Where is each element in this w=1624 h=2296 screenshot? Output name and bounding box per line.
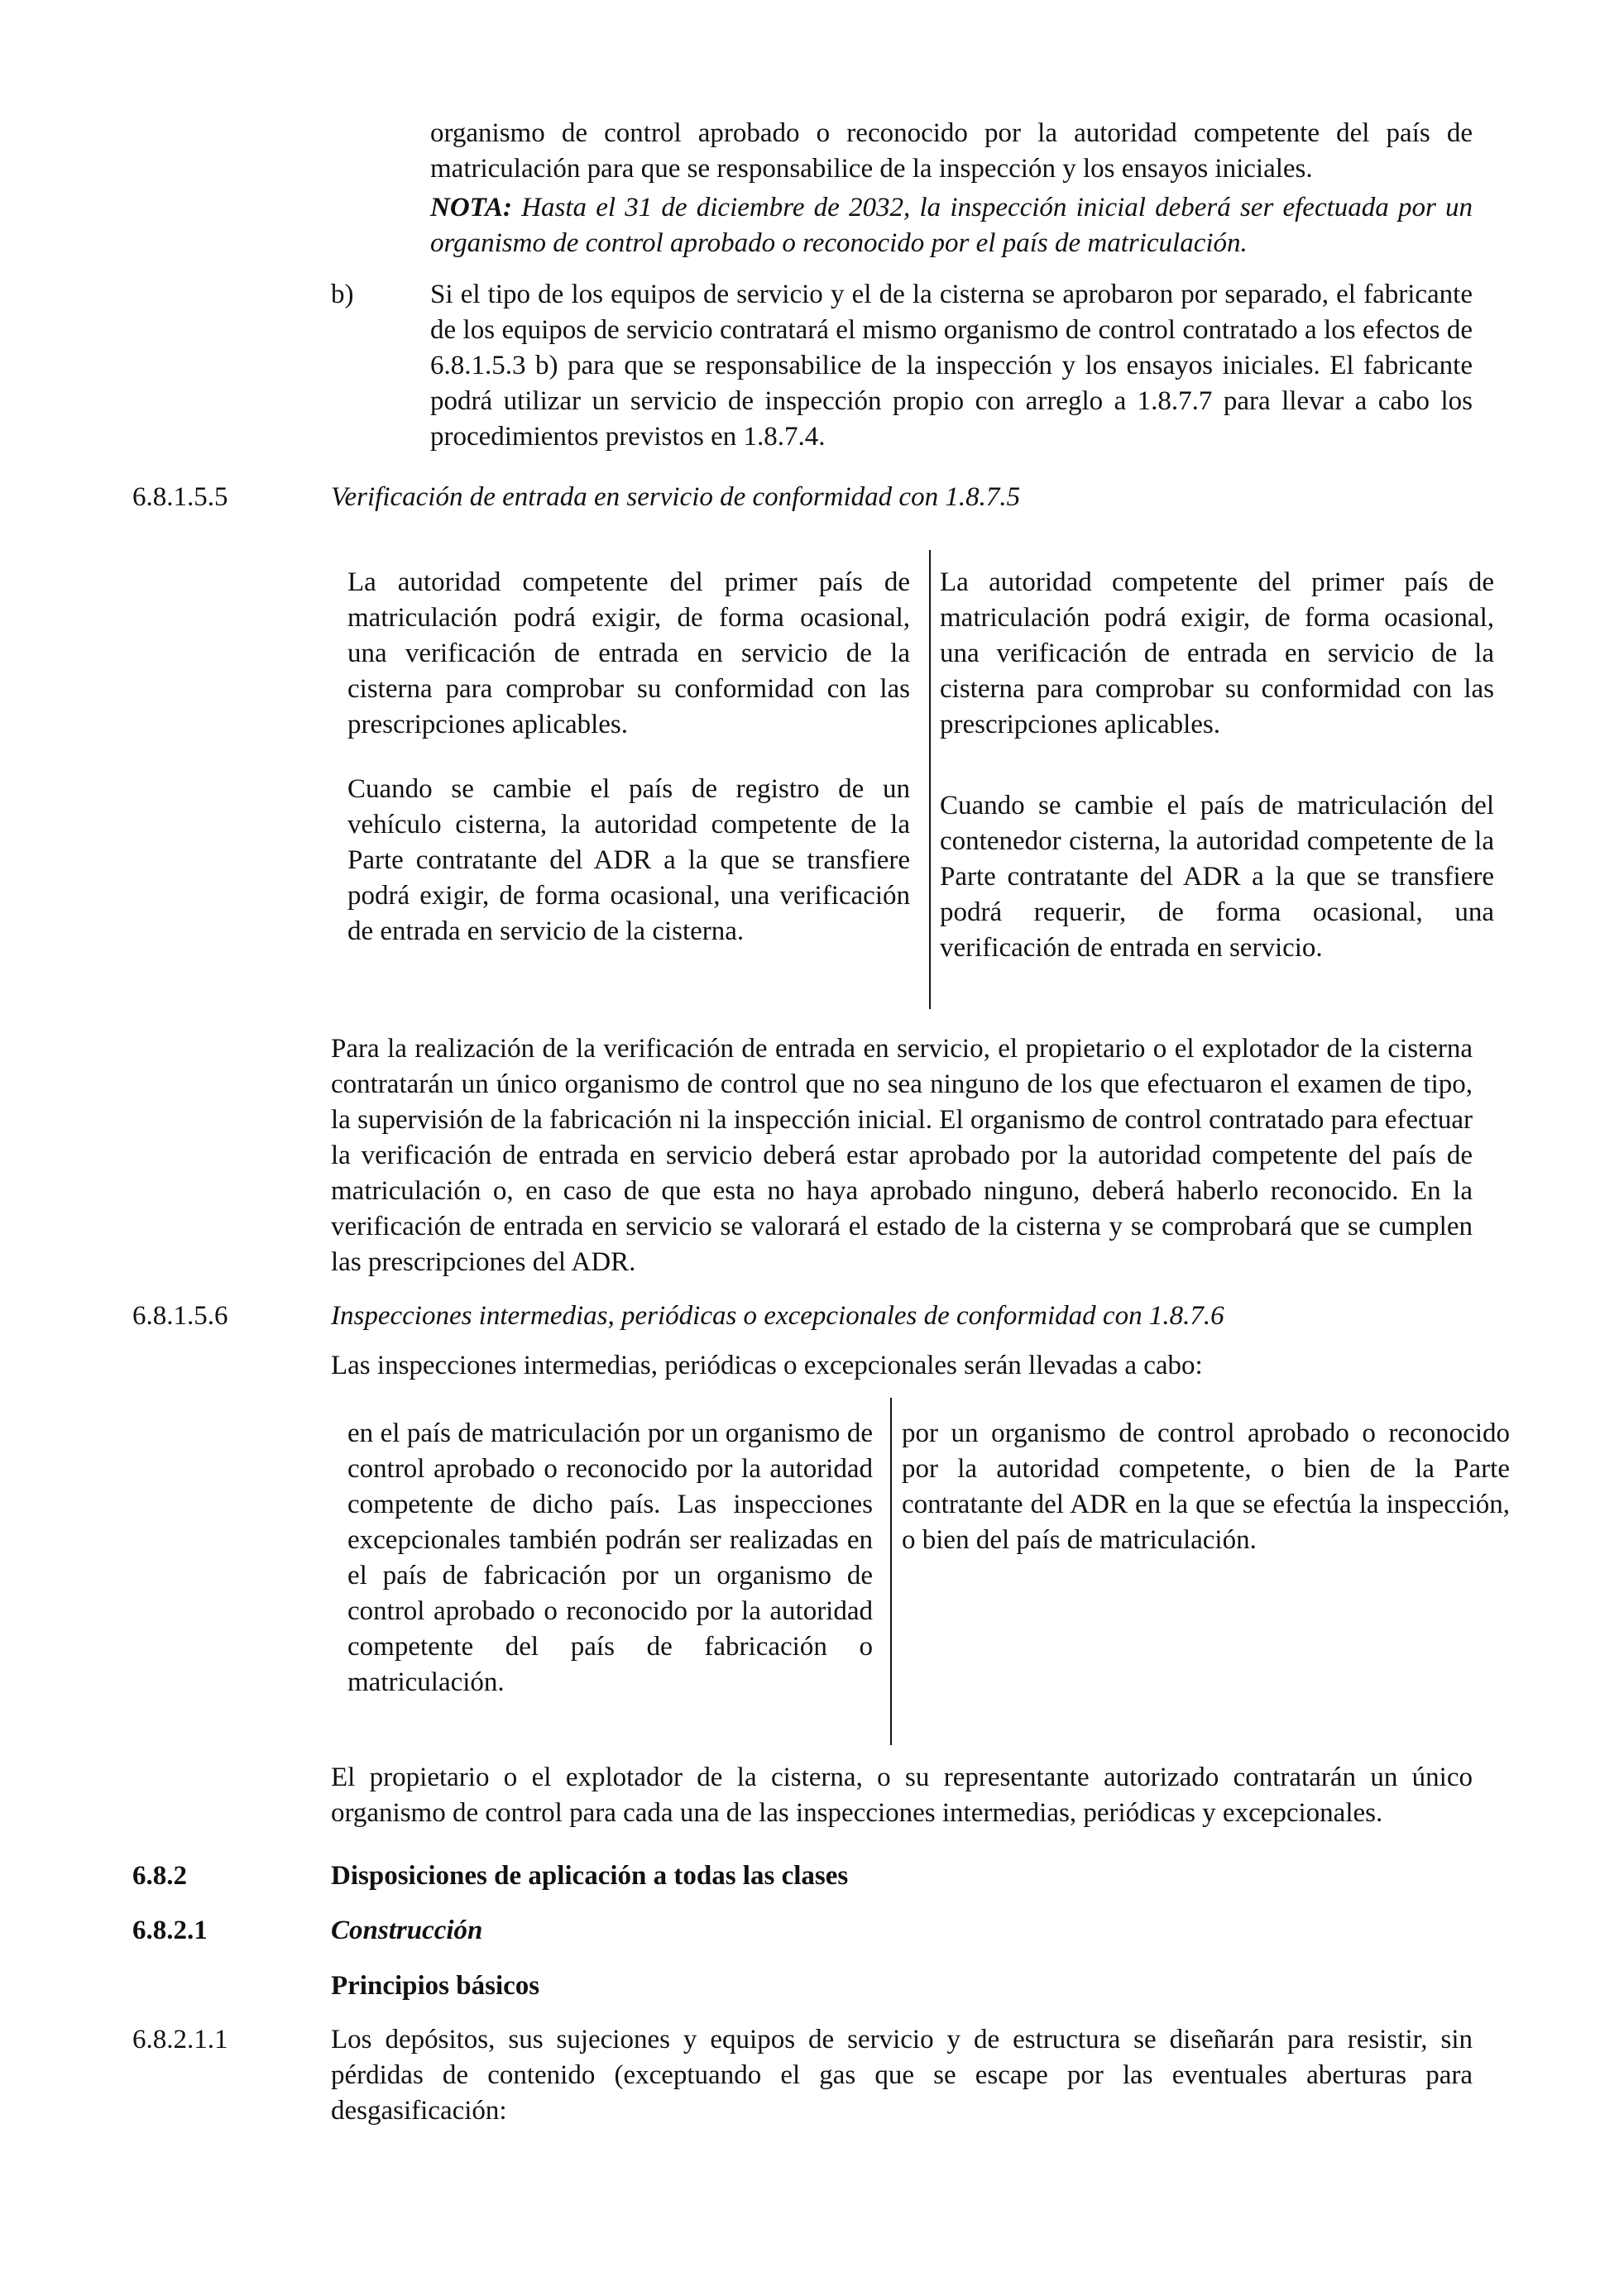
section-number-68156: 6.8.1.5.6 (132, 1301, 228, 1331)
section-number-68155: 6.8.1.5.5 (132, 482, 228, 512)
nota-text: Hasta el 31 de diciembre de 2032, la inspección inicial deberá ser efectuada por un organismo de control aprobado o reconocido por el país de matriculación. (430, 193, 1473, 258)
left-column-paragraph-2: Cuando se cambie el país de registro de un vehículo cisterna, la autoridad competente de la Parte contratante del ADR a la que se transfiere podrá exigir, de forma ocasional, una verificación de entrada en servicio de la cisterna. (347, 774, 910, 946)
verification-paragraph: Para la realización de la verificación de entrada en servicio, el propietario o el explotador de la cisterna contratarán un único organismo de control que no sea ninguno de los que efectuaron el examen de tipo, la supervisión de la fabricación ni la inspección inicial. El organismo de control contratado para efectuar la verificación de entrada en servicio deberá estar aprobado por la autoridad competente del país de matriculación o, en caso de que esta no haya aprobado ninguno, deberá haberlo reconocido. En la verificación de entrada en servicio se valorará el estado de la cisterna y se comprobará que se cumplen las prescripciones del ADR. (331, 1034, 1473, 1277)
section-number-68211: 6.8.2.1.1 (132, 2025, 228, 2054)
item-b-text: Si el tipo de los equipos de servicio y el de la cisterna se aprobaron por separado, el fabricante de los equipos de servicio contratará el mismo organismo de control contratado a los efectos de 6.8.1.5.3 b) para que se responsabilice de la inspección y los ensayos iniciales. El fabricante podrá utilizar un servicio de inspección propio con arreglo a 1.8.7.7 para llevar a cabo los procedimientos previstos en 1.8.7.4. (430, 280, 1473, 452)
section-number-6821: 6.8.2.1 (132, 1916, 208, 1945)
basic-principles-heading: Principios básicos (331, 1971, 540, 2001)
right-column-paragraph-2: Cuando se cambie el país de matriculación del contenedor cisterna, la autoridad competente de la Parte contratante del ADR a la que se transfiere podrá requerir, de forma ocasional, una verificación de entrada en servicio. (940, 791, 1494, 963)
column-divider (890, 1398, 892, 1745)
nota-paragraph (430, 190, 1473, 261)
section-title-68156: Inspecciones intermedias, periódicas o excepcionales de conformidad con 1.8.7.6 (331, 1301, 1224, 1331)
right-column-paragraph: por un organismo de control aprobado o reconocido por la autoridad competente, o bien de la Parte contratante del ADR en la que se efectúa la inspección, o bien del país de matriculación. (902, 1418, 1510, 1555)
section-title-682: Disposiciones de aplicación a todas las clases (331, 1861, 849, 1891)
section-title-68155: Verificación de entrada en servicio de conformidad con 1.8.7.5 (331, 482, 1021, 512)
section-title-6821: Construcción (331, 1916, 483, 1945)
item-b-label: b) (331, 280, 354, 309)
left-column-paragraph-1: La autoridad competente del primer país de matriculación podrá exigir, de forma ocasional, una verificación de entrada en servicio de la cisterna para comprobar su conformidad con las prescripciones aplicables. (347, 567, 910, 739)
section-text-68211: Los depósitos, sus sujeciones y equipos de servicio y de estructura se diseñarán para resistir, sin pérdidas de contenido (exceptuando el gas que se escape por las eventuales aberturas para desgasificación: (331, 2025, 1473, 2126)
nota-label: NOTA: (430, 193, 512, 222)
column-divider (929, 550, 931, 1009)
left-column-paragraph: en el país de matriculación por un organismo de control aprobado o reconocido por la autoridad competente de dicho país. Las inspecciones excepcionales también podrán ser realizadas en el país de fabricación por un organismo de control aprobado o reconocido por la autoridad competente del país de fabricación o matriculación. (347, 1418, 873, 1697)
right-column-paragraph-1: La autoridad competente del primer país de matriculación podrá exigir, de forma ocasional, una verificación de entrada en servicio de la cisterna para comprobar su conformidad con las prescripciones aplicables. (940, 567, 1494, 739)
owner-paragraph: El propietario o el explotador de la cisterna, o su representante autorizado contratarán un único organismo de control para cada una de las inspecciones intermedias, periódicas y excepcionales. (331, 1763, 1473, 1828)
inspections-intro: Las inspecciones intermedias, periódicas o excepcionales serán llevadas a cabo: (331, 1351, 1203, 1380)
continuation-paragraph: organismo de control aprobado o reconocido por la autoridad competente del país de matriculación para que se responsabilice de la inspección y los ensayos iniciales. (430, 118, 1473, 184)
section-number-682: 6.8.2 (132, 1861, 187, 1891)
